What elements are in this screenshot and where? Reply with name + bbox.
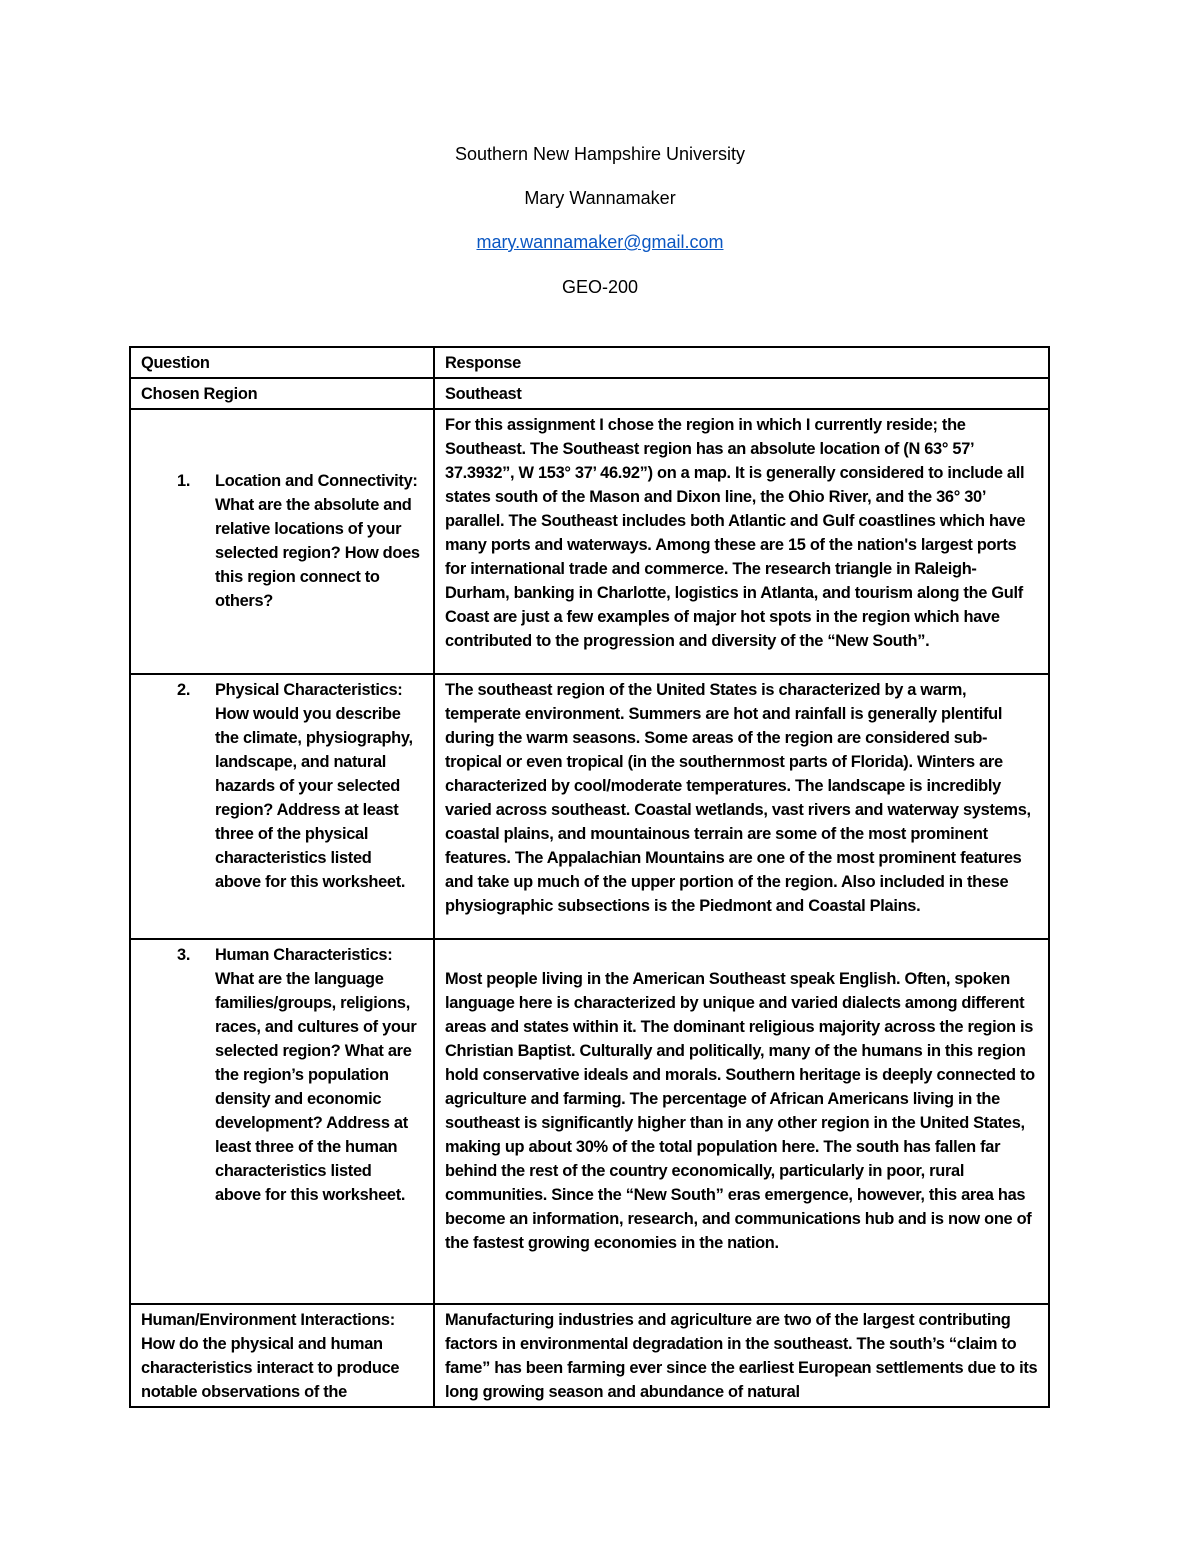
chosen-region-label: Chosen Region — [130, 378, 434, 409]
question-number: 1. — [177, 472, 191, 490]
worksheet-table — [129, 346, 1050, 1408]
question-text: Physical Characteristics: How would you describe the climate, physiography, landscape, and natural hazards of your selected region? Address at least three of the physical characteristics listed above for this worksheet. — [215, 681, 413, 891]
question-cell — [130, 674, 434, 939]
question-number: 2. — [177, 681, 191, 699]
question-cell: Human/Environment Interactions: How do the physical and human characteristics interact to produce notable observations of the — [130, 1304, 434, 1407]
question-text: Location and Connectivity: What are the absolute and relative locations of your selected region? How does this region connect to others? — [215, 472, 420, 610]
table-row — [130, 409, 1049, 674]
response-cell: Manufacturing industries and agriculture are two of the largest contributing factors in environmental degradation in the southeast. The south’s “claim to fame” has been farming ever since the earliest European settlements due to its long growing season and abundance of natural — [434, 1304, 1049, 1407]
question-column-header: Question — [130, 347, 434, 378]
response-cell — [434, 939, 1049, 1304]
email-link[interactable]: mary.wannamaker@gmail.com — [476, 232, 724, 252]
table-row — [130, 939, 1049, 1304]
table-row — [130, 674, 1049, 939]
response-cell: For this assignment I chose the region in which I currently reside; the Southeast. The Southeast region has an absolute location of (N 63° 57’ 37.3932”, W 153° 37’ 46.92”) on a map. It is generally considered to include all states south of the Mason and Dixon line, the Ohio River, and the 36° 30’ parallel. The Southeast includes both Atlantic and Gulf coastlines which have many ports and waterways. Among these are 15 of the nation's largest ports for international trade and commerce. The research triangle in Raleigh-Durham, banking in Charlotte, logistics in Atlanta, and tourism along the Gulf Coast are just a few examples of major hot spots in the region which have contributed to the progression and diversity of the “New South”. — [434, 409, 1049, 674]
question-cell — [130, 939, 434, 1304]
chosen-region-value: Southeast — [434, 378, 1049, 409]
student-name: Mary Wannamaker — [524, 188, 676, 208]
table-row — [130, 378, 1049, 409]
question-number: 3. — [177, 946, 191, 964]
table-row — [130, 1304, 1049, 1407]
response-text: Most people living in the American Southeast speak English. Often, spoken language here is characterized by unique and varied dialects among different areas and states within it. The dominant religious majority across the region is Christian Baptist. Culturally and politically, many of the humans in this region hold conservative ideals and morals. Southern heritage is deeply connected to agriculture and farming. The percentage of African Americans living in the southeast is significantly higher than in any other region in the United States, making up about 30% of the total population here. The south has fallen far behind the rest of the country economically, particularly in poor, rural communities. Since the “New South” eras emergence, however, this area has become an information, research, and communications hub and is now one of the fastest growing economies in the nation. — [445, 970, 1035, 1252]
table-header-row — [130, 347, 1049, 378]
email-line — [0, 232, 1200, 253]
response-cell: The southeast region of the United States is characterized by a warm, temperate environment. Summers are hot and rainfall is generally plentiful during the warm seasons. Some areas of the region are considered sub-tropical or even tropical (in the southernmost parts of Florida). Winters are characterized by cool/moderate temperatures. The landscape is incredibly varied across southeast. Coastal wetlands, vast rivers and waterway systems, coastal plains, and mountainous terrain are some of the most prominent features. The Appalachian Mountains are one of the most prominent features and take up much of the upper portion of the region. Also included in these physiographic subsections is the Piedmont and Coastal Plains. — [434, 674, 1049, 939]
course-code: GEO-200 — [561, 277, 639, 297]
question-text: Human Characteristics: What are the language families/groups, religions, races, and cultures of your selected region? What are the region’s population density and economic development? Address at least three of the human characteristics listed above for this worksheet. — [215, 946, 417, 1204]
institution-name: Southern New Hampshire University — [454, 144, 746, 164]
question-cell — [130, 409, 434, 674]
response-column-header: Response — [434, 347, 1049, 378]
